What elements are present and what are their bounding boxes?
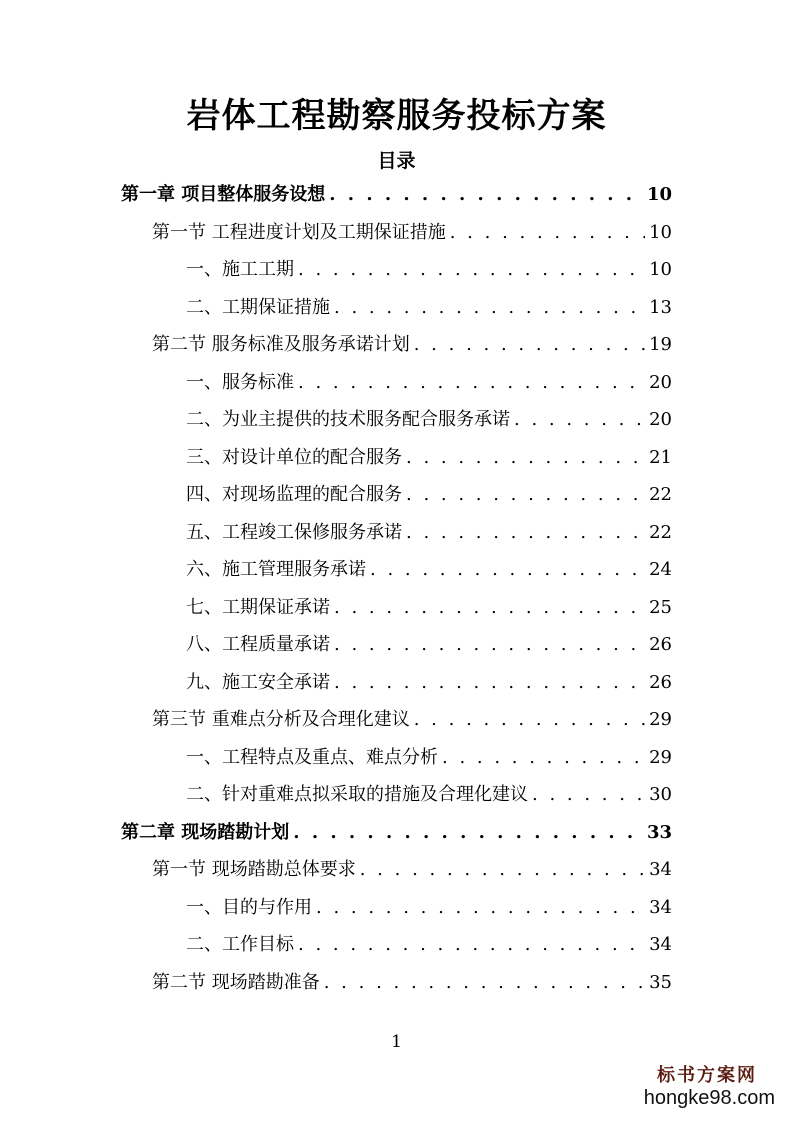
toc-entry-label: 二、工期保证措施 xyxy=(186,296,330,318)
toc-entry[interactable] xyxy=(152,853,672,883)
toc-entry-label: 七、工期保证承诺 xyxy=(186,596,330,618)
toc-leader-dots xyxy=(370,557,645,583)
toc-entry[interactable] xyxy=(186,741,672,771)
toc-leader-dots xyxy=(324,970,645,996)
toc-leader-dots xyxy=(442,745,645,771)
toc-leader-dots xyxy=(316,895,645,921)
toc-entry-page: 10 xyxy=(649,221,672,243)
toc-entry-label: 八、工程质量承诺 xyxy=(186,634,330,655)
toc-entry[interactable] xyxy=(121,816,672,846)
toc-entry[interactable] xyxy=(152,703,672,733)
toc-entry-page: 26 xyxy=(649,634,672,655)
toc-leader-dots xyxy=(532,782,645,808)
toc-entry-page: 35 xyxy=(649,971,672,993)
toc-entry-page: 34 xyxy=(649,934,672,955)
toc-entry[interactable] xyxy=(186,253,672,283)
toc-leader-dots xyxy=(514,407,645,433)
toc-entry[interactable] xyxy=(186,516,672,546)
toc-entry[interactable] xyxy=(152,328,672,358)
toc-heading: 目录 xyxy=(377,150,416,172)
toc-entry-page: 29 xyxy=(649,746,672,768)
toc-entry[interactable] xyxy=(186,291,672,321)
toc-entry-page: 34 xyxy=(649,896,672,918)
toc-entry-label: 五、工程竣工保修服务承诺 xyxy=(186,521,402,543)
toc-entry[interactable] xyxy=(186,403,672,433)
page-title: 岩体工程勘察服务投标方案 xyxy=(186,96,607,136)
toc-entry-label: 第一节 现场踏勘总体要求 xyxy=(152,859,356,880)
toc-leader-dots xyxy=(360,857,645,883)
toc-entry[interactable] xyxy=(186,628,672,658)
page-number: 1 xyxy=(391,1032,402,1052)
toc-entry-page: 22 xyxy=(649,484,672,505)
toc-entry-page: 13 xyxy=(649,296,672,318)
toc-leader-dots xyxy=(414,707,645,733)
toc-entry-page: 19 xyxy=(649,334,672,355)
toc-leader-dots xyxy=(406,482,645,508)
toc-entry[interactable] xyxy=(152,216,672,246)
toc-entry[interactable] xyxy=(152,966,672,996)
toc-leader-dots xyxy=(450,220,645,246)
toc-entry-page: 20 xyxy=(649,371,672,393)
toc-entry-label: 二、工作目标 xyxy=(186,934,294,955)
toc-entry[interactable] xyxy=(186,778,672,808)
toc-entry-label: 一、目的与作用 xyxy=(186,896,312,918)
toc-entry-page: 29 xyxy=(649,709,672,730)
toc-entry-label: 第一章 项目整体服务设想 xyxy=(121,184,326,205)
toc-entry[interactable] xyxy=(186,928,672,958)
toc-entry-label: 第三节 重难点分析及合理化建议 xyxy=(152,709,410,730)
toc-entry-page: 10 xyxy=(646,184,672,205)
toc-entry-page: 34 xyxy=(649,859,672,880)
toc-leader-dots xyxy=(298,932,645,958)
toc-entry-page: 33 xyxy=(646,821,672,843)
toc-entry-label: 二、为业主提供的技术服务配合服务承诺 xyxy=(186,409,510,430)
toc-leader-dots xyxy=(334,632,645,658)
toc-entry-label: 一、服务标准 xyxy=(186,371,294,393)
toc-entry-label: 一、施工工期 xyxy=(186,259,294,280)
toc-entry-page: 25 xyxy=(649,596,672,618)
toc-entry[interactable] xyxy=(186,441,672,471)
toc-entry-label: 六、施工管理服务承诺 xyxy=(186,559,366,580)
toc-entry[interactable] xyxy=(186,891,672,921)
toc-entry-label: 第二节 服务标准及服务承诺计划 xyxy=(152,334,410,355)
toc-entry[interactable] xyxy=(186,366,672,396)
toc-entry-label: 九、施工安全承诺 xyxy=(186,671,330,693)
toc-leader-dots xyxy=(298,257,645,283)
toc-leader-dots xyxy=(334,595,645,621)
toc-leader-dots xyxy=(334,670,645,696)
toc-entry-label: 第二章 现场踏勘计划 xyxy=(121,821,290,843)
toc-entry[interactable] xyxy=(186,666,672,696)
toc-entry-page: 30 xyxy=(649,784,672,805)
toc-leader-dots xyxy=(334,295,645,321)
toc-entry-page: 22 xyxy=(649,521,672,543)
toc-entry[interactable] xyxy=(121,178,672,208)
toc-entry-label: 一、工程特点及重点、难点分析 xyxy=(186,746,438,768)
toc-entry-label: 第一节 工程进度计划及工期保证措施 xyxy=(152,221,446,243)
watermark-url: hongke98.com xyxy=(643,1087,775,1109)
toc-entry-label: 三、对设计单位的配合服务 xyxy=(186,446,402,468)
toc-entry-page: 21 xyxy=(649,446,672,468)
toc-leader-dots xyxy=(406,445,645,471)
toc-leader-dots xyxy=(406,520,645,546)
toc-leader-dots xyxy=(293,820,643,846)
toc-entry-page: 24 xyxy=(649,559,672,580)
toc-entry[interactable] xyxy=(186,478,672,508)
toc-entry[interactable] xyxy=(186,553,672,583)
toc-entry[interactable] xyxy=(186,591,672,621)
toc-entry-label: 四、对现场监理的配合服务 xyxy=(186,484,402,505)
toc-entry-page: 10 xyxy=(649,259,672,280)
toc-leader-dots xyxy=(298,370,645,396)
toc-entry-label: 二、针对重难点拟采取的措施及合理化建议 xyxy=(186,784,528,805)
toc-entry-page: 26 xyxy=(649,671,672,693)
watermark-cn: 标书方案网 xyxy=(657,1065,757,1085)
toc-leader-dots xyxy=(414,332,645,358)
toc-entry-page: 20 xyxy=(649,409,672,430)
toc-leader-dots xyxy=(329,182,643,208)
watermark-logo xyxy=(644,1061,775,1110)
toc-entry-label: 第二节 现场踏勘准备 xyxy=(152,971,320,993)
